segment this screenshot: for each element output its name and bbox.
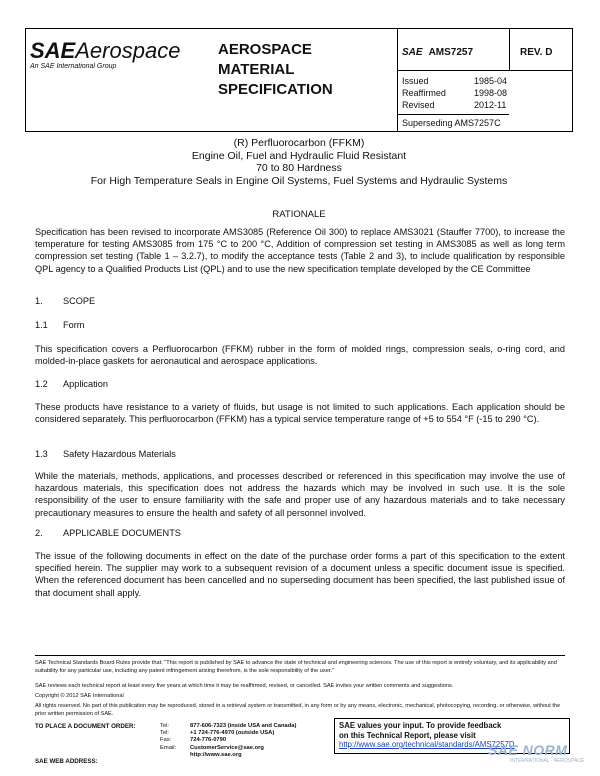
watermark-logo: SAE NORM [488, 742, 568, 758]
footer-copyright: Copyright © 2012 SAE International [35, 693, 124, 699]
contact-key [160, 752, 190, 759]
section-heading [35, 449, 176, 459]
order-label: TO PLACE A DOCUMENT ORDER: [35, 723, 136, 730]
title-line: 70 to 80 Hardness [256, 162, 342, 174]
date-label: Revised [402, 100, 435, 110]
contact-key: Fax: [160, 737, 172, 744]
feedback-text: on this Technical Report, please visit [339, 730, 476, 740]
section-title: Form [63, 320, 85, 330]
title-line: Engine Oil, Fuel and Hydraulic Fluid Resistant [191, 149, 407, 162]
date-value: 1998-08 [474, 88, 508, 98]
date-table [402, 75, 507, 111]
spec-title-line: SPECIFICATION [218, 81, 333, 98]
section-heading [35, 528, 181, 538]
feedback-text: SAE values your input. To provide feedback [339, 721, 502, 730]
footer-review: SAE reviews each technical report at least every five years at which time it may be reaffirmed, revised, or cancelled. SAE invites your written comments and suggestions. [35, 683, 454, 689]
watermark-sub: INTERNATIONAL · AEROSPACE [510, 758, 585, 764]
divider [397, 70, 573, 71]
divider [397, 28, 398, 132]
section-number: 1.1 [35, 320, 48, 330]
contact-row [160, 752, 296, 759]
contact-info [160, 723, 296, 759]
section-text: While the materials, methods, applications, and processes described or referenced in this specification may involve the use of hazardous materials, this specification does not address the hazards which may be involved in such use. It is the sole responsibility of the user to ensure familiarity with the safe and proper use of any hazardous materials and to take necessary precautionary measures to ensure the health and safety of all personnel involved. [35, 471, 565, 518]
title-line: (R) Perfluorocarbon (FFKM) [233, 137, 365, 149]
spec-title-line: AEROSPACE [218, 41, 312, 58]
section-text: This specification covers a Perfluorocarbon (FFKM) rubber in the form of molded rings, compression seals, o-ring cord, and molded-in-place gaskets for aeronautical and aerospace applications. [35, 344, 565, 367]
rationale-heading: RATIONALE [272, 209, 326, 220]
contact-row [160, 723, 296, 730]
revision: REV. D [520, 47, 553, 58]
title-line: For High Temperature Seals in Engine Oil Systems, Fuel Systems and Hydraulic Systems [90, 174, 508, 187]
section-title: Application [63, 379, 108, 389]
section-heading [35, 296, 95, 306]
date-row [402, 75, 507, 87]
contact-row [160, 737, 296, 744]
sae-aerospace-logo [30, 40, 188, 70]
date-label: Issued [402, 76, 429, 86]
date-value: 1985-04 [474, 76, 508, 86]
contact-key: Tel: [160, 730, 170, 737]
date-row [402, 99, 507, 111]
footer-rules: SAE Technical Standards Board Rules provide that: "This report is published by SAE to advance the state of technical and engineering sciences. The use of this report is entirely voluntary, and its applicability and suitability for any particular use, including any patent infringement arising therefrom, is the sole responsibility of the user." [35, 660, 557, 674]
spec-title [218, 40, 388, 100]
date-value: 2012-11 [474, 100, 507, 110]
section-title: SCOPE [63, 296, 96, 306]
logo-bold: SAE [30, 38, 76, 63]
contact-row [160, 745, 296, 752]
doc-prefix: SAE [402, 47, 423, 58]
doc-number: AMS7257 [428, 47, 474, 58]
footer-rights: All rights reserved. No part of this publication may be reproduced, stored in a retrieval system or transmitted, in any form or by any means, electronic, mechanical, photocopying, recording, or otherwise, without the prior written permission of SAE. [35, 703, 561, 717]
section-title: APPLICABLE DOCUMENTS [63, 528, 181, 538]
logo-sub: An SAE International Group [30, 63, 117, 70]
contact-row [160, 730, 296, 737]
contact-key: Email: [160, 744, 177, 751]
superseding: Superseding AMS7257C [402, 118, 501, 128]
logo-light: Aerospace [75, 38, 181, 63]
date-row [402, 87, 507, 99]
feedback-link[interactable]: http://www.sae.org/technical/standards/AMS7257D [339, 740, 515, 749]
section-number: 2. [35, 528, 43, 538]
section-title: Safety Hazardous Materials [63, 449, 176, 459]
contact-value: +1 724-776-4970 (outside USA) [190, 730, 275, 737]
section-heading [35, 320, 84, 330]
contact-value: 877-606-7323 (inside USA and Canada) [190, 723, 297, 729]
section-number: 1.3 [35, 449, 48, 459]
contact-key: Tel: [160, 723, 170, 729]
web-link[interactable]: http://www.sae.org [190, 751, 242, 758]
section-number: 1.2 [35, 379, 48, 389]
section-number: 1. [35, 296, 43, 306]
section-text: These products have resistance to a variety of fluids, but usage is not limited to such applications. Each application should be considered separately. This perfluorocarbon (FFKM) has a typical service temperature range of +5 to 554 °F (-15 to 290 °C). [35, 402, 565, 425]
rationale-text: Specification has been revised to incorporate AMS3085 (Reference Oil 300) to replace AMS3021 (Stauffer 7700), to increase the temperature for testing AMS3085 from 175 °C to 200 °C, Addition of compression set testing in AMS3085 as well as long term compression set testing (Table 1 – 3.2.7), to modify the acceptance tests (Table 2 and 3), to include qualification by responsible QPL agency to a Qualified Products List (QPL) and to use the new specification template developed by the CE Committee [35, 227, 565, 274]
spec-title-line: MATERIAL [218, 61, 295, 78]
contact-value: 724-776-0790 [190, 737, 227, 744]
divider [397, 114, 509, 115]
section-text: The issue of the following documents in effect on the date of the purchase order forms a part of this specification to the extent specified herein. The supplier may work to a subsequent revision of a document unless a specific document issue is specified. When the referenced document has been cancelled and no superseding document has been specified, the last published issue of that document shall apply. [35, 551, 565, 598]
divider [509, 28, 510, 70]
web-label: SAE WEB ADDRESS: [35, 758, 98, 765]
footer-divider [35, 655, 565, 656]
document-title [25, 137, 573, 187]
contact-value[interactable]: CustomerService@sae.org [190, 744, 264, 751]
date-label: Reaffirmed [402, 88, 446, 98]
section-heading [35, 379, 108, 389]
document-number [402, 47, 473, 58]
